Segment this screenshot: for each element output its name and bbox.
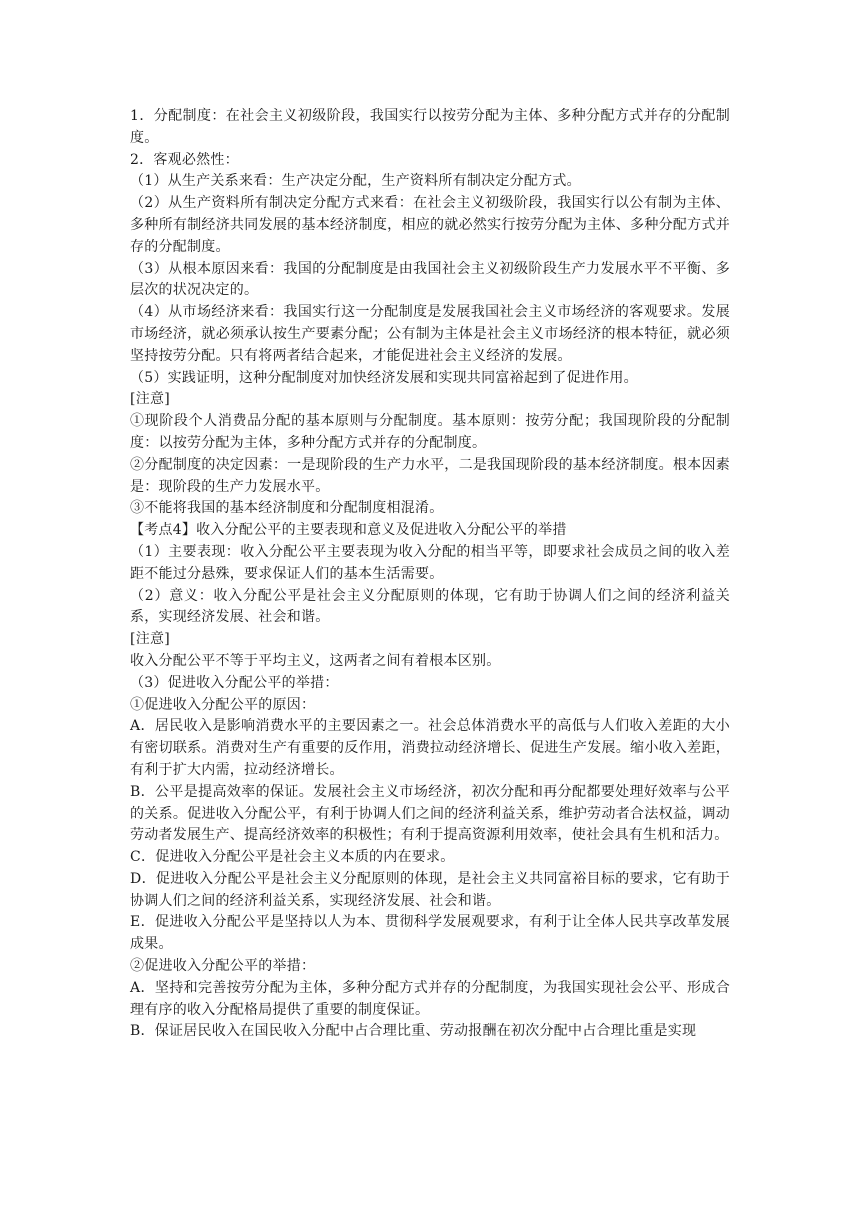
text-line: （5）实践证明，这种分配制度对加快经济发展和实现共同富裕起到了促进作用。 <box>130 369 638 386</box>
text-line: ③不能将我国的基本经济制度和分配制度相混淆。 <box>130 500 444 517</box>
text-line: 2．客观必然性： <box>130 151 239 168</box>
text-line: ①促进收入分配公平的原因： <box>130 696 316 713</box>
text-line: 1．分配制度：在社会主义初级阶段，我国实行以按劳分配为主体、多种分配方式并存的分配制度。 <box>130 108 730 146</box>
text-line: （2）意义：收入分配公平是社会主义分配原则的体现，它有助于协调人们之间的经济利益关系，实现经济发展、社会和谐。 <box>130 587 730 626</box>
text-line: B．公平是提高效率的保证。发展社会主义市场经济，初次分配和再分配都要处理好效率与公平的关系。促进收入分配公平，有利于协调人们之间的经济利益关系，维护劳动者合法权益，调动劳动者发展生产、提高经济效率的积极性；有利于提高资源利用效率，使社会具有生机和活力。 <box>130 783 730 844</box>
text-line: B．保证居民收入在国民收入分配中占合理比重、劳动报酬在初次分配中占合理比重是实现 <box>130 1023 697 1040</box>
text-line: ①现阶段个人消费品分配的基本原则与分配制度。基本原则：按劳分配；我国现阶段的分配制度：以按劳分配为主体，多种分配方式并存的分配制度。 <box>130 413 730 451</box>
text-line: D．促进收入分配公平是社会主义分配原则的体现，是社会主义共同富裕目标的要求，它有助于协调人们之间的经济利益关系，实现经济发展、社会和谐。 <box>130 870 730 909</box>
text-line: 收入分配公平不等于平均主义，这两者之间有着根本区别。 <box>130 652 501 669</box>
text-line: （3）从根本原因来看：我国的分配制度是由我国社会主义初级阶段生产力发展水平不平衡、多层次的状况决定的。 <box>130 260 730 299</box>
text-line: （1）主要表现：收入分配公平主要表现为收入分配的相当平等，即要求社会成员之间的收入差距不能过分悬殊，要求保证人们的基本生活需要。 <box>130 543 730 582</box>
text-line: （2）从生产资料所有制决定分配方式来看：在社会主义初级阶段，我国实行以公有制为主体、多种所有制经济共同发展的基本经济制度，相应的就必然实行按劳分配为主体、多种分配方式并存的分配制度。 <box>130 195 730 255</box>
text-line: A．居民收入是影响消费水平的主要因素之一。社会总体消费水平的高低与人们收入差距的大小有密切联系。消费对生产有重要的反作用，消费拉动经济增长、促进生产发展。缩小收入差距，有利于扩大内需，拉动经济增长。 <box>130 718 730 778</box>
note-heading: [注意] <box>130 391 170 408</box>
document-page <box>130 106 730 1043</box>
text-line: C．促进收入分配公平是社会主义本质的内在要求。 <box>130 849 455 866</box>
note-heading: [注意] <box>130 631 170 648</box>
text-line: （3）促进收入分配公平的举措： <box>130 674 339 691</box>
text-line: E．促进收入分配公平是坚持以人为本、贯彻科学发展观要求，有利于让全体人民共享改革发展成果。 <box>130 914 730 953</box>
text-line: ②分配制度的决定因素：一是现阶段的生产力水平，二是我国现阶段的基本经济制度。根本因素是：现阶段的生产力发展水平。 <box>130 456 730 495</box>
text-line: （4）从市场经济来看：我国实行这一分配制度是发展我国社会主义市场经济的客观要求。发展市场经济，就必须承认按生产要素分配；公有制为主体是社会主义市场经济的根本特征，就必须坚持按劳分配。只有将两者结合起来，才能促进社会主义经济的发展。 <box>130 304 730 364</box>
text-line: （1）从生产关系来看：生产决定分配，生产资料所有制决定分配方式。 <box>130 173 581 190</box>
text-line: A．坚持和完善按劳分配为主体，多种分配方式并存的分配制度，为我国实现社会公平、形成合理有序的收入分配格局提供了重要的制度保证。 <box>130 979 730 1018</box>
text-line: ②促进收入分配公平的举措： <box>130 958 316 975</box>
section-heading: 【考点4】收入分配公平的主要表现和意义及促进收入分配公平的举措 <box>130 522 567 539</box>
